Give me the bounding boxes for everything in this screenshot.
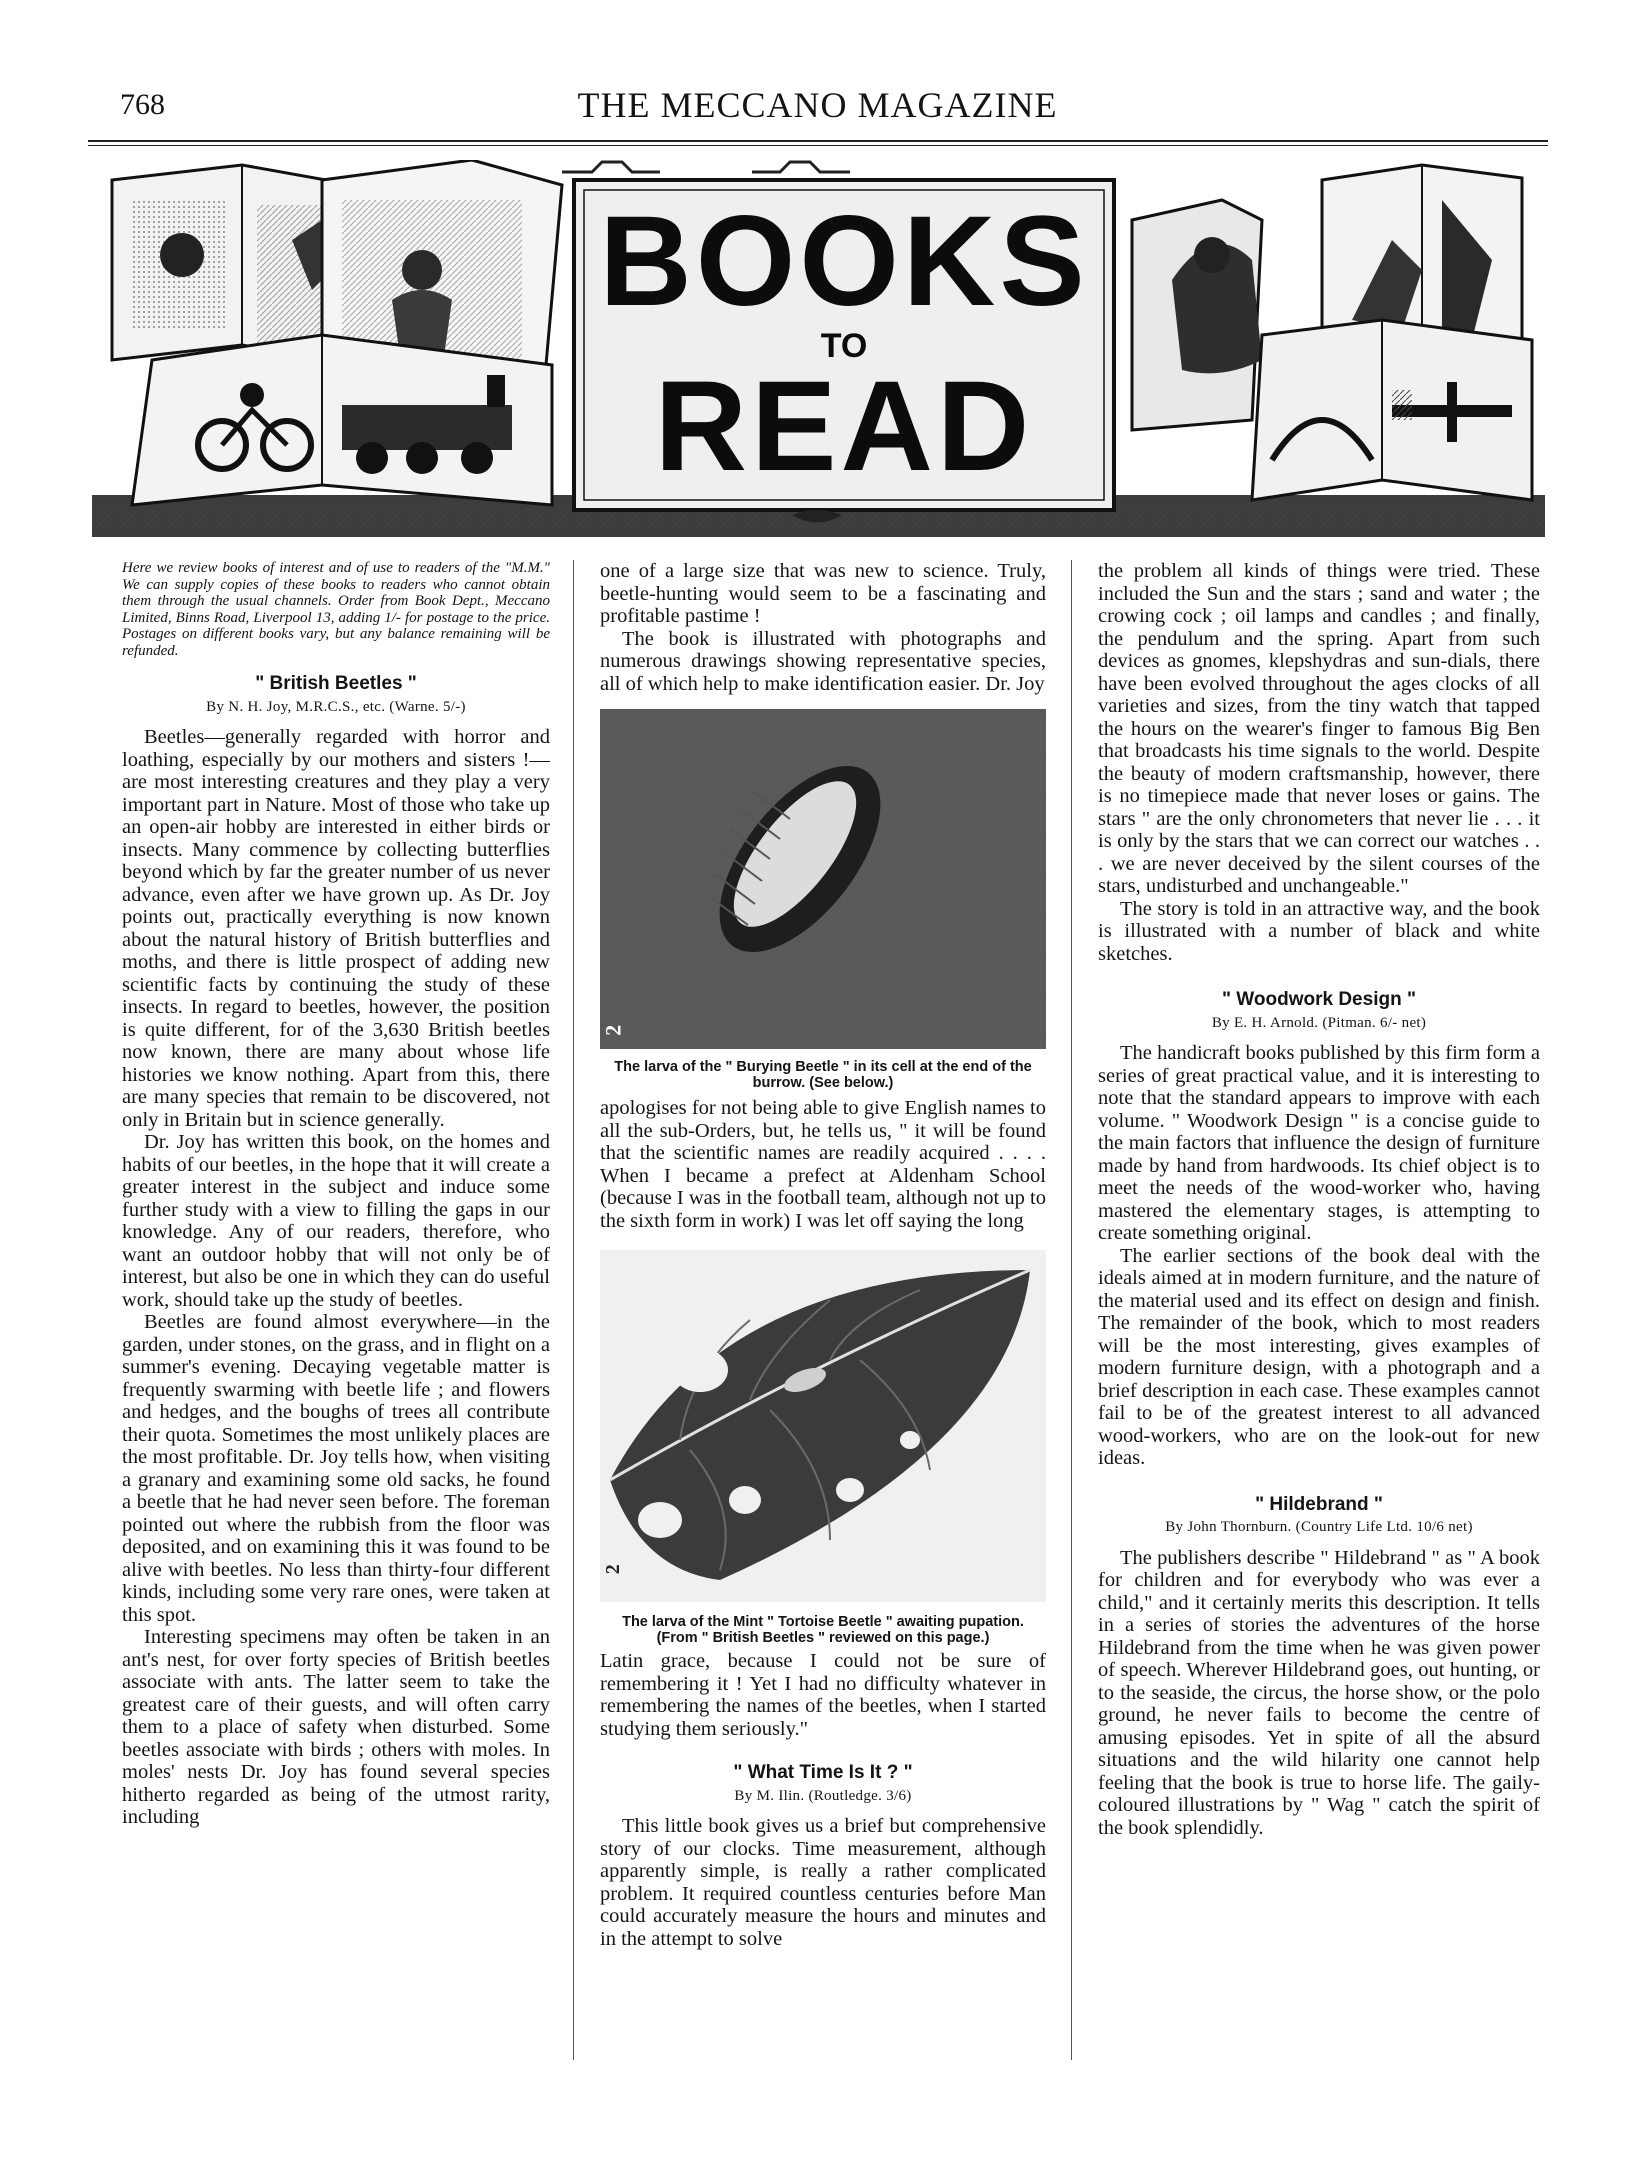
paragraph: Beetles are found almost everywhere—in the garden, under stones, on the grass, and in flight on a summer's evening. Decaying vegetable matter is frequently swarming with beetle life ; and flowers and hedges, and the boughs of trees all contribute their quota. Sometimes the most unlikely places are the most profitable. Dr. Joy tells how, when visiting a granary and examining some old sacks, he found a beetle that he had never seen before. The foreman pointed out where the rubbish from the floor was deposited, and on examining this it was found to be alive with beetles. No less than thirty-four different kinds, including some very rare ones, were taken at this spot.: [122, 1311, 550, 1626]
header-rule: [88, 140, 1548, 146]
column-divider-1: [573, 560, 574, 2060]
leaf-photo: [600, 1250, 1046, 1602]
page-number: 768: [120, 88, 165, 121]
left-open-books: [112, 160, 562, 505]
paragraph: This little book gives us a brief but comprehensive story of our clocks. Time measurement, although apparently simple, is really a rather complicated problem. It required countless centuries before Man could accurately measure the hours and minutes and in the attempt to solve: [600, 1815, 1046, 1950]
photo-burying-beetle-larva: [600, 709, 1046, 1049]
paragraph: Beetles—generally regarded with horror and loathing, especially by our mothers and sisters !—are most interesting creatures and they play a very important part in Nature. Most of those who take up an open-air hobby are interested in either birds or insects. Many commence by collecting butterflies beyond which by far the greater number of us never advance, even after we have grown up. As Dr. Joy points out, practically everything is now known about the natural history of British butterflies and moths, and there is little prospect of adding new scientific facts by continuing the study of these insects. In regard to beetles, however, the position is quite different, for of the 3,630 British beetles now known, there are many about whose life histories we know nothing. Apart from this, there are many species that remain to be discovered, not only in Britain but in science generally.: [122, 726, 550, 1131]
banner-books-text: BOOKS: [599, 190, 1089, 333]
paragraph: The handicraft books published by this firm form a series of great practical value, and it is interesting to note that the standard appears to improve with each volume. " Woodwork Design " is a concise guide to the main factors that influence the design of furniture made by hand from hardwoods. Its chief object is to meet the needs of the wood-worker who, having mastered the elementary stages, is attempting to create something original.: [1098, 1042, 1540, 1244]
byline-woodwork: By E. H. Arnold. (Pitman. 6/- net): [1211, 1014, 1427, 1031]
review-title-woodwork: " Woodwork Design ": [1222, 989, 1416, 1010]
column-3: [1098, 560, 1540, 1839]
review-title-hildebrand: " Hildebrand ": [1255, 1493, 1383, 1515]
books-to-read-banner: [92, 160, 1545, 540]
paragraph: The book is illustrated with photographs and numerous drawings showing representative species, all of which help to make identification easier. Dr. Joy: [600, 627, 1046, 695]
byline-hildebrand: By John Thornburn. (Country Life Ltd. 10/6 net): [1165, 1519, 1473, 1535]
column-1: [122, 560, 550, 1829]
column-2: [600, 560, 1046, 1950]
banner-to-text: TO: [820, 327, 868, 365]
right-open-books: [1132, 165, 1532, 500]
paragraph: Interesting specimens may often be taken in an ant's nest, for over forty species of British beetles associate with ants. The latter seem to take the greatest care of their guests, and will often carry them to a place of safety when disturbed. Some beetles associate with birds ; others with moles. In moles' nests Dr. Joy has found several species hitherto regarded as being of the utmost rarity, including: [122, 1626, 550, 1828]
paragraph: The publishers describe " Hildebrand " as " A book for children and for everybody who was ever a child," and it certainly merits this description. It tells in a series of stories the adventures of the horse Hildebrand from the time when he was given power of speech. Wherever Hildebrand goes, out hunting, or to the seaside, the circus, the horse show, or the polo ground, he never fails to become the centre of amusing episodes. Yet in spite of all the absurd situations and the wild hilarity one cannot help feeling that the book is true to horse life. The gaily-coloured illustrations by " Wag " catch the spirit of the book splendidly.: [1098, 1546, 1540, 1839]
page-header: [90, 85, 1545, 138]
photo-plate-mark: 2: [601, 1563, 624, 1574]
photo-caption: The larva of the Mint " Tortoise Beetle " awaiting pupation. (From " British Beetles " reviewed on this page.): [622, 1614, 1024, 1646]
review-title-british-beetles: " British Beetles ": [255, 673, 417, 694]
paragraph: apologises for not being able to give English names to all the sub-Orders, but, he tells us, " it will be found that the scientific names are readily acquired . . . . When I became a prefect at Aldenham School (because I was in the football team, although not up to the sixth form in work) I was let off saying the long: [600, 1097, 1046, 1232]
byline-british-beetles: By N. H. Joy, M.R.C.S., etc. (Warne. 5/-): [206, 698, 466, 715]
review-title-what-time: " What Time Is It ? ": [733, 1762, 913, 1783]
paragraph: one of a large size that was new to science. Truly, beetle-hunting would seem to be a fascinating and profitable pastime !: [600, 560, 1046, 627]
column-divider-2: [1071, 560, 1072, 2060]
byline-what-time: By M. Ilin. (Routledge. 3/6): [734, 1787, 912, 1804]
title-panel: [562, 162, 1114, 523]
paragraph: The story is told in an attractive way, and the book is illustrated with a number of black and white sketches.: [1098, 897, 1540, 965]
larva-photo: [600, 709, 1046, 1049]
paragraph: Dr. Joy has written this book, on the homes and habits of our beetles, in the hope that it will create a greater interest in the subject and induce some further study with a view to filling the gaps in our knowledge. Any of our readers, therefore, who want an outdoor hobby that will not only be of interest, but also be one in which they can do useful work, should take up the study of beetles.: [122, 1131, 550, 1311]
banner-read-text: READ: [654, 355, 1034, 498]
photo-caption: The larva of the " Burying Beetle " in its cell at the end of the burrow. (See below.): [614, 1059, 1032, 1091]
intro-note: Here we review books of interest and of use to readers of the "M.M." We can supply copies of these books to readers who cannot obtain them through the usual channels. Order from Book Dept., Meccano Limited, Binns Road, Liverpool 13, adding 1/- for postage to the price. Postages on different books vary, but any balance remaining will be refunded.: [122, 560, 550, 659]
paragraph: Latin grace, because I could not be sure of remembering it ! Yet I had no difficulty whatever in remembering the names of the beetles, when I started studying them seriously.": [600, 1650, 1046, 1740]
photo-tortoise-beetle-larva: [600, 1250, 1046, 1602]
magazine-title: THE MECCANO MAGAZINE: [577, 85, 1058, 125]
photo-plate-mark: 2: [600, 1024, 626, 1036]
paragraph: the problem all kinds of things were tried. These included the Sun and the stars ; sand and water ; the crowing cock ; oil lamps and candles ; and finally, the pendulum and the spring. Apart from such devices as gnomes, klepshydras and sun-dials, there have been evolved throughout the ages clocks of all varieties and sizes, from the tiny watch that tapped the hours on the wearer's finger to famous Big Ben that broadcasts his time signals to the world. Despite the beauty of modern craftsmanship, however, there is no timepiece made that never loses or gains. The stars " are the only chronometers that never lie . . . it is only by the stars that we can correct our watches . . . we are never deceived by the silent courses of the stars, undisturbed and unchangeable.": [1098, 560, 1540, 897]
banner-illustration: [92, 160, 1545, 540]
paragraph: The earlier sections of the book deal with the ideals aimed at in modern furniture, and the nature of the material used and its effect on design and finish. The remainder of the book, which to most readers will be the most interesting, gives examples of modern furniture design, with a photograph and a brief description in each case. These examples cannot fail to be of the greatest interest to all advanced wood-workers, who are on the look-out for new ideas.: [1098, 1244, 1540, 1469]
